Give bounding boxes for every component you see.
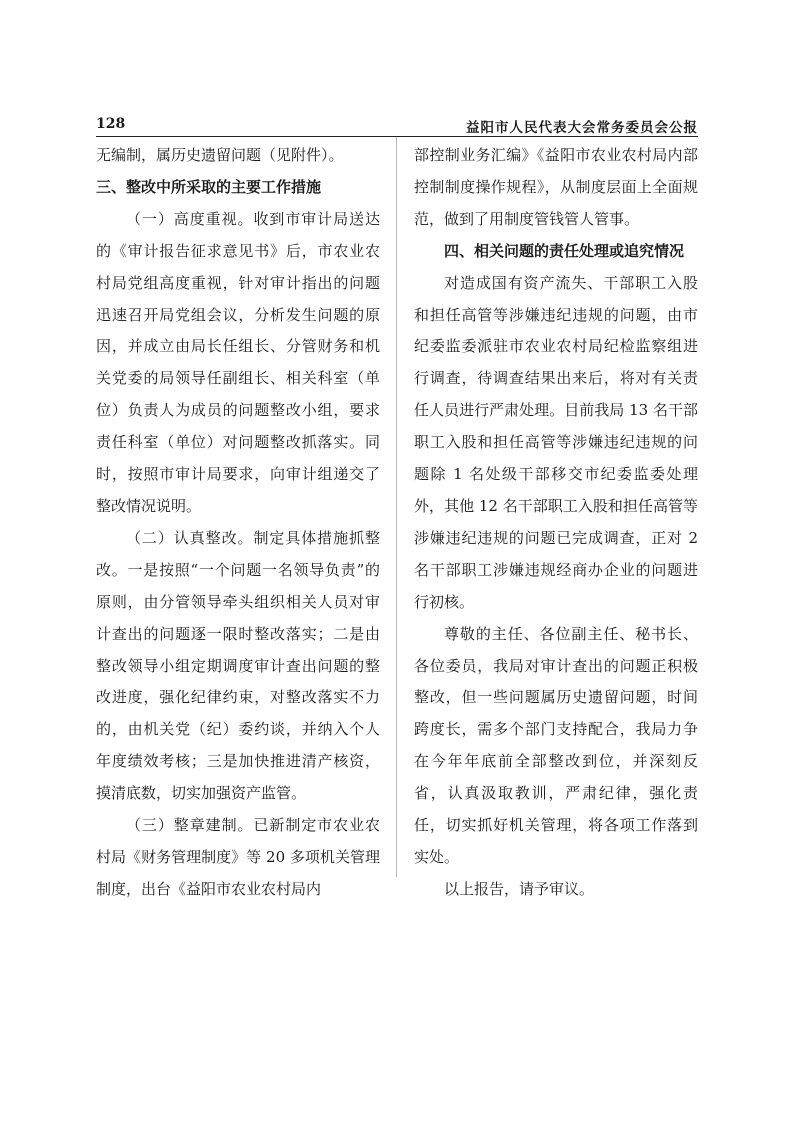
header-rule (96, 136, 698, 137)
measure-1-body: 收到市审计局送达的《审计报告征求意见书》后，市农业农村局党组高度重视，针对审计指出的问题迅速召开局党组会议，分析发生问题的原因，并成立由局长任组长、分管财务和机关党委的局领导任副组长、相关科室（单位）负责人为成员的问题整改小组，要求责任科室（单位）对问题整改抓落实。同时，按照市审计局要求，向审计组递交了整改情况说明。 (96, 209, 380, 515)
column-divider (396, 137, 397, 877)
page-header (96, 114, 698, 136)
measure-3-title: （三）整章建制。 (126, 816, 254, 835)
section-heading-4: 四、相关问题的责任处理或追究情况 (444, 241, 685, 260)
right-column (414, 140, 698, 906)
measure-1 (96, 204, 380, 523)
measure-3-body: 已新制定市农业农村局《财务管理制度》等 20 多项机关管理制度，出台《益阳市农业农村局内 (96, 816, 380, 898)
paragraph-address: 尊敬的主任、各位副主任、秘书长、各位委员，我局对审计查出的问题正积极整改，但一些问题属历史遗留问题，时间跨度长，需多个部门支持配合，我局力争在今年年底前全部整改到位，并深刻反省，认真汲取教训，严肃纪律，强化责任，切实抓好机关管理，将各项工作落到实处。 (414, 624, 698, 866)
section-heading-3: 三、整改中所采取的主要工作措施 (96, 177, 322, 196)
left-column (96, 140, 380, 906)
measure-2-title: （二）认真整改。 (126, 528, 254, 547)
measure-2 (96, 523, 380, 810)
measure-3 (96, 810, 380, 906)
page-number: 128 (96, 116, 126, 132)
measure-1-title: （一）高度重视。 (126, 209, 254, 228)
journal-title: 益阳市人民代表大会常务委员会公报 (466, 120, 698, 136)
measure-3-continuation: 部控制业务汇编》《益阳市农业农村局内部控制制度操作规程》，从制度层面上全面规范，做到了用制度管钱管人管事。 (414, 146, 698, 228)
paragraph-continuation: 无编制，属历史遗留问题（见附件）。 (96, 146, 344, 164)
measure-2-body: 制定具体措施抓整改。一是按照“一个问题一名领导负责”的原则，由分管领导牵头组织相关人员对审计查出的问题逐一限时整改落实；二是由整改领导小组定期调度审计查出问题的整改进度，强化纪律约束，对整改落实不力的，由机关党（纪）委约谈，并纳入个人年度绩效考核；三是加快推进清产核资，摸清底数，切实加强资产监管。 (96, 528, 380, 803)
paragraph-investigation: 对造成国有资产流失、干部职工入股和担任高管等涉嫌违纪违规的问题，由市纪委监委派驻市农业农村局纪检监察组进行调查，待调查结果出来后，将对有关责任人员进行严肃处理。目前我局 13 名干部职工入股和担任高管等涉嫌违纪违规的问题除 1 名处级干部移交市纪委监委处理外，其他 12 名干部职工入股和担任高管等涉嫌违纪违规的问题已完成调查，正对 2 名干部职工涉嫌违规经商办企业的问题进行初核。 (414, 273, 698, 611)
paragraph-closing: 以上报告，请予审议。 (444, 879, 595, 898)
